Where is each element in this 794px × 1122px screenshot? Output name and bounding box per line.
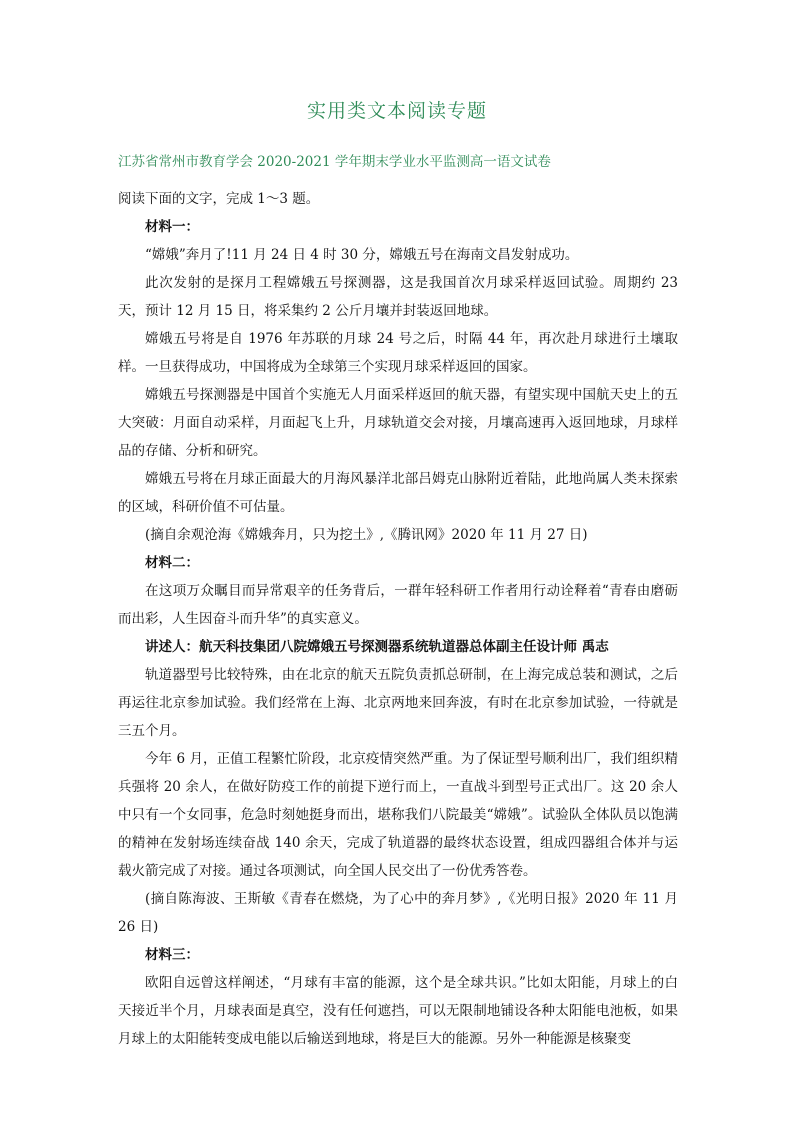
- material-3-paragraph: 欧阳自远曾这样阐述，“月球有丰富的能源，这个是全球共识。”比如太阳能，月球上的白天接近半个月，月球表面是真空，没有任何遮挡，可以无限制地铺设各种太阳能电池板，如果月球上的太阳能转变成电能以后输送到地球，将是巨大的能源。另外一种能源是核聚变: [118, 975, 678, 1047]
- document-title: 实用类文本阅读专题: [306, 100, 487, 122]
- material-2-paragraph: 今年 6 月，正值工程繁忙阶段，北京疫情突然严重。为了保证型号顺利出厂，我们组织精兵强将 20 余人，在做好防疫工作的前提下逆行而上，一直战斗到型号正式出厂。这 20 余人中只有一个女同事，危急时刻她挺身而出，堪称我们八院最美“嫦娥”。试验队全体队员以饱满的精神在发射场连续奋战 140 余天，完成了轨道器的最终状态设置，组成四器组合体并与运载火箭完成了对接。通过各项测试，向全国人民交出了一份优秀答卷。: [118, 751, 678, 879]
- material-3-heading: 材料三：: [145, 947, 199, 963]
- material-2-citation: (摘自陈海波、王斯敏《青春在燃烧，为了心中的奔月梦》,《光明日报》2020 年 11 月 26 日): [118, 891, 678, 935]
- material-1-paragraph: “嫦娥”奔月了!11 月 24 日 4 时 30 分，嫦娥五号在海南文昌发射成功。: [145, 247, 579, 263]
- instruction: 阅读下面的文字，完成 1～3 题。: [118, 191, 320, 207]
- document-body: [118, 185, 678, 1053]
- material-2-paragraph: 轨道器型号比较特殊，由在北京的航天五院负责抓总研制，在上海完成总装和测试，之后再运往北京参加试验。我们经常在上海、北京两地来回奔波，有时在北京参加试验，一待就是三五个月。: [118, 667, 678, 739]
- material-2-speaker: 讲述人：航天科技集团八院嫦娥五号探测器系统轨道器总体副主任设计师 禹志: [145, 639, 609, 655]
- material-1-paragraph: 嫦娥五号探测器是中国首个实施无人月面采样返回的航天器，有望实现中国航天史上的五大突破：月面自动采样，月面起飞上升，月球轨道交会对接，月壤高速再入返回地球，月球样品的存储、分析和研究。: [118, 387, 678, 459]
- exam-source: 江苏省常州市教育学会 2020-2021 学年期末学业水平监测高一语文试卷: [118, 154, 551, 170]
- material-2-paragraph: 在这项万众瞩目而异常艰辛的任务背后，一群年轻科研工作者用行动诠释着“青春由磨砺而出彩，人生因奋斗而升华”的真实意义。: [118, 583, 678, 627]
- material-1-paragraph: 嫦娥五号将是自 1976 年苏联的月球 24 号之后，时隔 44 年，再次赴月球进行土壤取样。一旦获得成功，中国将成为全球第三个实现月球采样返回的国家。: [118, 331, 678, 375]
- material-2-heading: 材料二：: [145, 555, 199, 571]
- material-1-heading: 材料一：: [145, 219, 199, 235]
- material-1-paragraph: 嫦娥五号将在月球正面最大的月海风暴洋北部吕姆克山脉附近着陆，此地尚属人类未探索的区域，科研价值不可估量。: [118, 471, 678, 515]
- material-1-paragraph: 此次发射的是探月工程嫦娥五号探测器，这是我国首次月球采样返回试验。周期约 23 天，预计 12 月 15 日，将采集约 2 公斤月壤并封装返回地球。: [118, 275, 678, 319]
- material-1-citation: (摘自余观沧海《嫦娥奔月，只为挖土》,《腾讯网》2020 年 11 月 27 日): [145, 527, 588, 543]
